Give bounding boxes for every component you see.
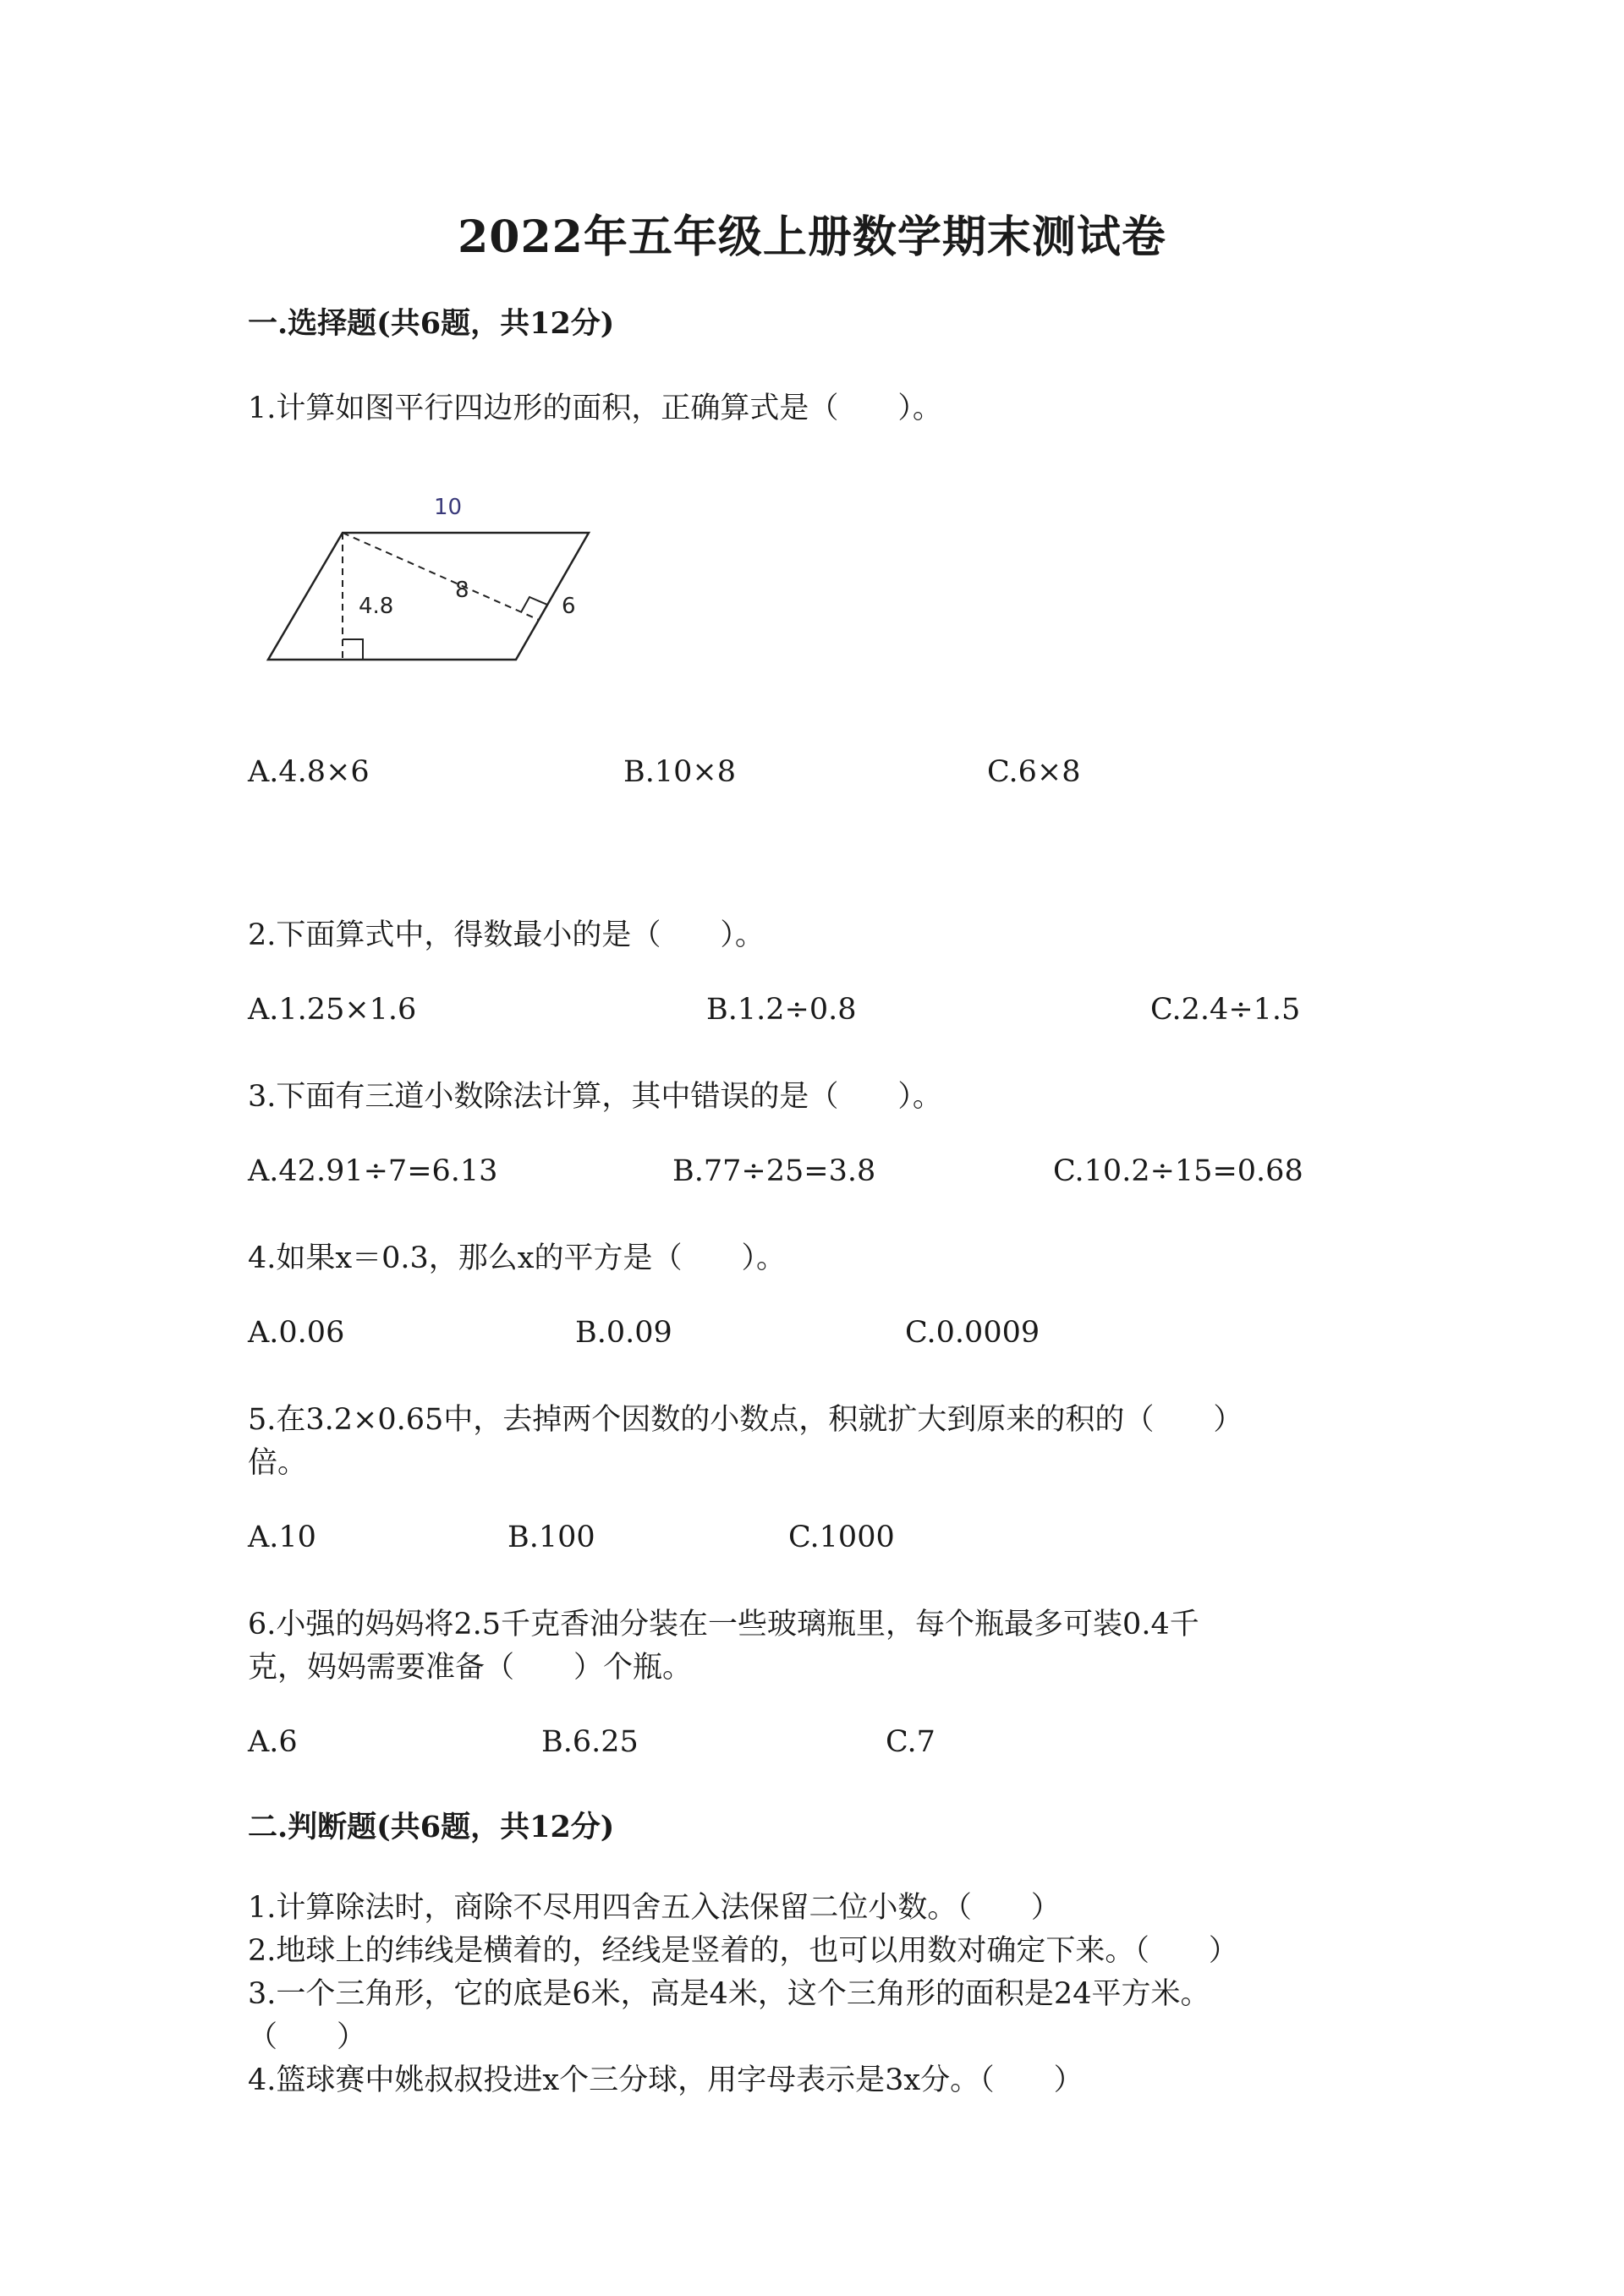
question-5-text-line1: 5.在3.2×0.65中，去掉两个因数的小数点，积就扩大到原来的积的（ ） bbox=[248, 1403, 1243, 1437]
parallelogram-shape bbox=[268, 533, 589, 660]
question-6-text-line2: 克，妈妈需要准备（ ）个瓶。 bbox=[248, 1651, 693, 1685]
label-side: 6 bbox=[562, 594, 576, 619]
question-2-text: 2.下面算式中，得数最小的是（ ）。 bbox=[248, 918, 765, 952]
q4-option-a[interactable]: A.0.06 bbox=[248, 1316, 345, 1350]
q6-option-c[interactable]: C.7 bbox=[886, 1725, 935, 1759]
judge-2-text: 2.地球上的纬线是横着的，经线是竖着的，也可以用数对确定下来。（ ） bbox=[248, 1934, 1238, 1968]
q4-option-c[interactable]: C.0.0009 bbox=[905, 1316, 1040, 1350]
question-5-text-line2: 倍。 bbox=[248, 1446, 308, 1480]
label-top: 10 bbox=[434, 495, 463, 520]
right-angle-marker-bottom bbox=[343, 639, 363, 660]
q3-option-c[interactable]: C.10.2÷15=0.68 bbox=[1053, 1154, 1303, 1188]
judge-4-text: 4.篮球赛中姚叔叔投进x个三分球，用字母表示是3x分。（ ） bbox=[248, 2063, 1084, 2097]
q5-option-a[interactable]: A.10 bbox=[248, 1521, 316, 1554]
question-1-text: 1.计算如图平行四边形的面积，正确算式是（ ）。 bbox=[248, 392, 942, 425]
judge-3-parenthesis: （ ） bbox=[248, 2020, 367, 2054]
q1-option-b[interactable]: B.10×8 bbox=[623, 755, 736, 789]
label-diagonal: 8 bbox=[455, 578, 469, 603]
judge-1-text: 1.计算除法时，商除不尽用四舍五入法保留二位小数。（ ） bbox=[248, 1891, 1061, 1925]
q3-option-a[interactable]: A.42.91÷7=6.13 bbox=[248, 1154, 498, 1188]
section-2-heading: 二.判断题(共6题，共12分) bbox=[248, 1810, 615, 1844]
q2-option-c[interactable]: C.2.4÷1.5 bbox=[1150, 993, 1301, 1027]
q4-option-b[interactable]: B.0.09 bbox=[575, 1316, 672, 1350]
q5-option-c[interactable]: C.1000 bbox=[788, 1521, 895, 1554]
question-3-text: 3.下面有三道小数除法计算，其中错误的是（ ）。 bbox=[248, 1080, 942, 1114]
q5-option-b[interactable]: B.100 bbox=[508, 1521, 595, 1554]
q2-option-b[interactable]: B.1.2÷0.8 bbox=[706, 993, 857, 1027]
q6-option-a[interactable]: A.6 bbox=[248, 1725, 298, 1759]
q3-option-b[interactable]: B.77÷25=3.8 bbox=[672, 1154, 876, 1188]
question-6-text-line1: 6.小强的妈妈将2.5千克香油分装在一些玻璃瓶里，每个瓶最多可装0.4千 bbox=[248, 1608, 1199, 1641]
q1-option-a[interactable]: A.4.8×6 bbox=[248, 755, 370, 789]
parallelogram-figure bbox=[254, 482, 609, 677]
question-4-text: 4.如果x＝0.3，那么x的平方是（ ）。 bbox=[248, 1241, 787, 1275]
label-height: 4.8 bbox=[359, 594, 394, 619]
q1-option-c[interactable]: C.6×8 bbox=[987, 755, 1081, 789]
q2-option-a[interactable]: A.1.25×1.6 bbox=[248, 993, 417, 1027]
section-1-heading: 一.选择题(共6题，共12分) bbox=[248, 306, 615, 341]
page-title: 2022年五年级上册数学期末测试卷 bbox=[458, 211, 1166, 263]
q6-option-b[interactable]: B.6.25 bbox=[541, 1725, 639, 1759]
right-angle-marker-side bbox=[521, 597, 547, 620]
judge-3-text: 3.一个三角形，它的底是6米，高是4米，这个三角形的面积是24平方米。 bbox=[248, 1977, 1210, 2011]
